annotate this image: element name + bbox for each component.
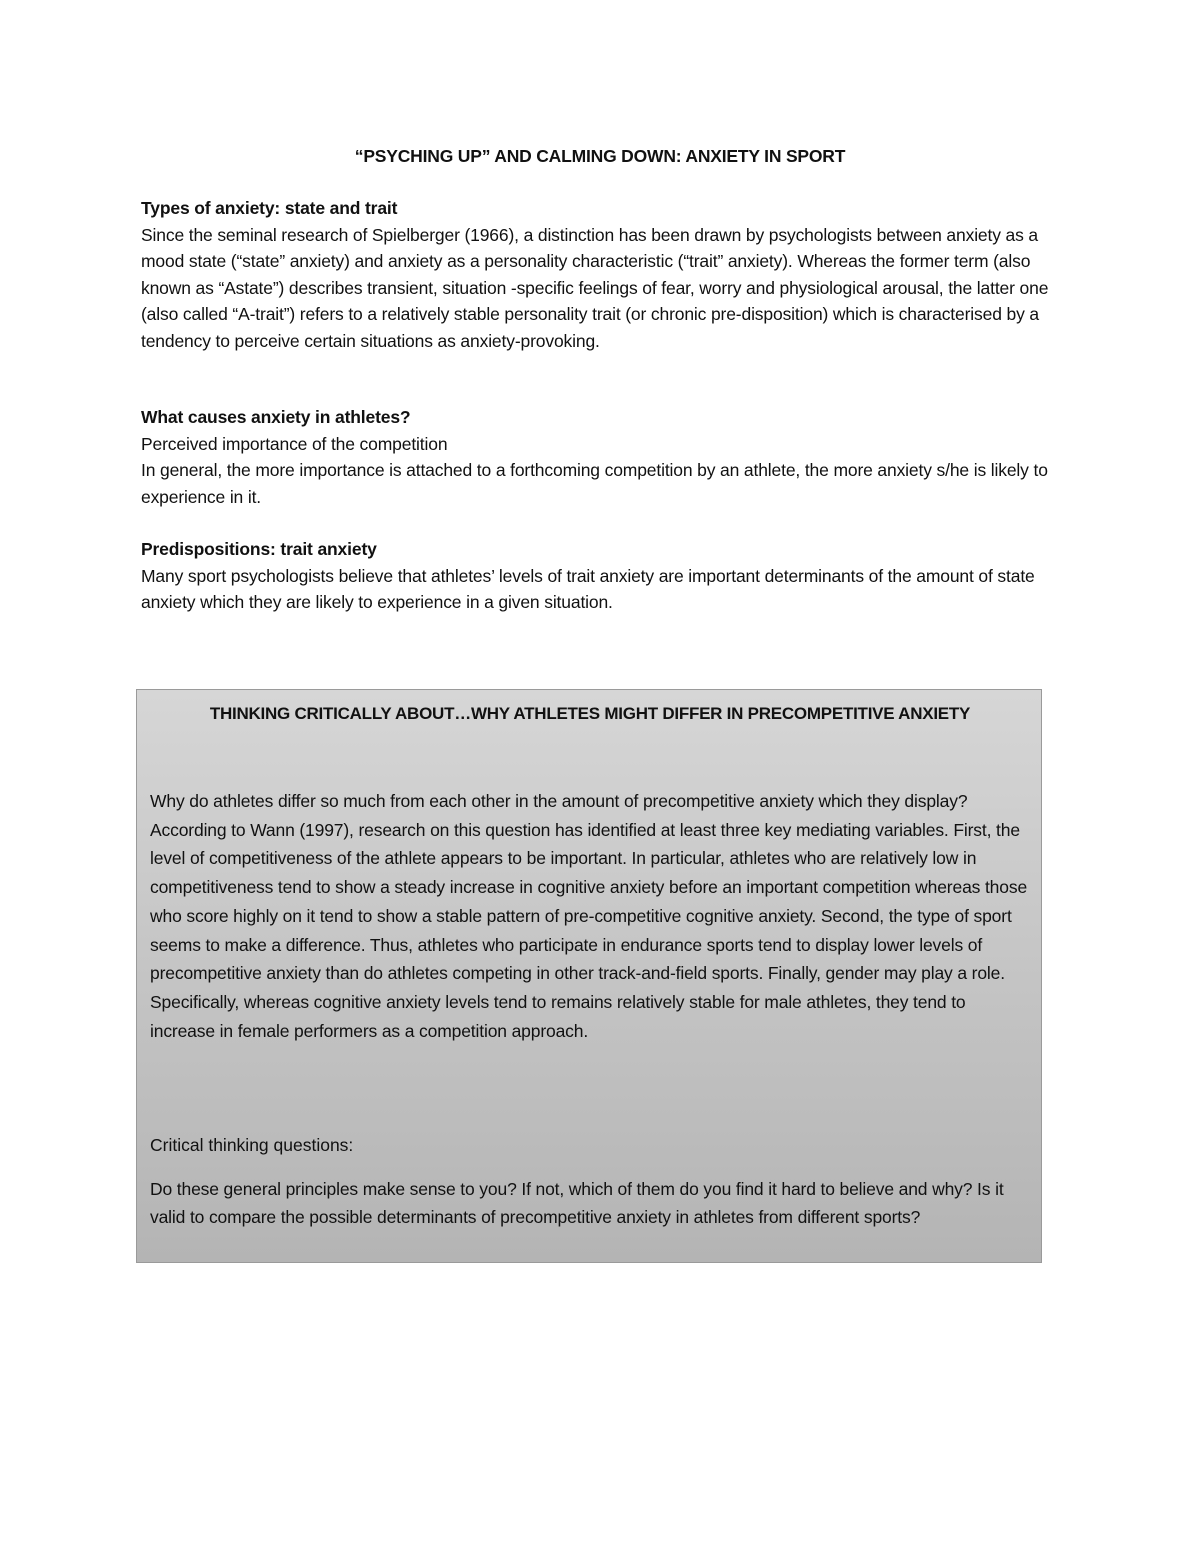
section-causes-of-anxiety	[141, 404, 1066, 510]
section-heading: Types of anxiety: state and trait	[141, 198, 398, 218]
section-predispositions	[141, 536, 1066, 616]
section-subheading: Perceived importance of the competition	[141, 433, 448, 454]
critical-questions-text: Do these general principles make sense to you? If not, which of them do you find it hard to believe and why? Is it valid to compare the possible determinants of precompetitive anxiety in athletes from different sports?	[150, 1179, 1004, 1227]
section-body: Many sport psychologists believe that athletes’ levels of trait anxiety are important determinants of the amount of state anxiety which they are likely to experience in a given situation.	[141, 565, 1035, 613]
document-title: “PSYCHING UP” AND CALMING DOWN: ANXIETY IN SPORT	[354, 146, 846, 166]
box-title: THINKING CRITICALLY ABOUT…WHY ATHLETES MIGHT DIFFER IN PRECOMPETITIVE ANXIETY	[209, 704, 971, 723]
section-body: In general, the more importance is attached to a forthcoming competition by an athlete, the more anxiety s/he is likely to experience in it.	[141, 460, 1048, 507]
critical-thinking-box	[136, 689, 1042, 1263]
section-types-of-anxiety	[141, 195, 1066, 355]
critical-questions-label: Critical thinking questions:	[150, 1135, 354, 1155]
section-heading: Predispositions: trait anxiety	[141, 539, 377, 559]
box-paragraph: Why do athletes differ so much from each other in the amount of precompetitive anxiety which they display? According to Wann (1997), research on this question has identified at least three key mediating variables. First, the level of competitiveness of the athlete appears to be important. In particular, athletes who are relatively low in competitiveness tend to show a steady increase in cognitive anxiety before an important competition whereas those who score highly on it tend to show a stable pattern of pre-competitive cognitive anxiety. Second, the type of sport seems to make a difference. Thus, athletes who participate in endurance sports tend to display lower levels of precompetitive anxiety than do athletes competing in other track-and-field sports. Finally, gender may play a role. Specifically, whereas cognitive anxiety levels tend to remains relatively stable for male athletes, they tend to increase in female performers as a competition approach.	[150, 791, 1028, 1041]
section-body: Since the seminal research of Spielberger (1966), a distinction has been drawn by psychologists between anxiety as a mood state (“state” anxiety) and anxiety as a personality characteristic (“trait” anxiety). Whereas the former term (also known as “Astate”) describes transient, situation -specific feelings of fear, worry and physiological arousal, the latter one (also called “A-trait”) refers to a relatively stable personality trait (or chronic pre-disposition) which is characterised by a tendency to perceive certain situations as anxiety-provoking.	[141, 224, 1049, 351]
section-heading: What causes anxiety in athletes?	[141, 407, 411, 427]
